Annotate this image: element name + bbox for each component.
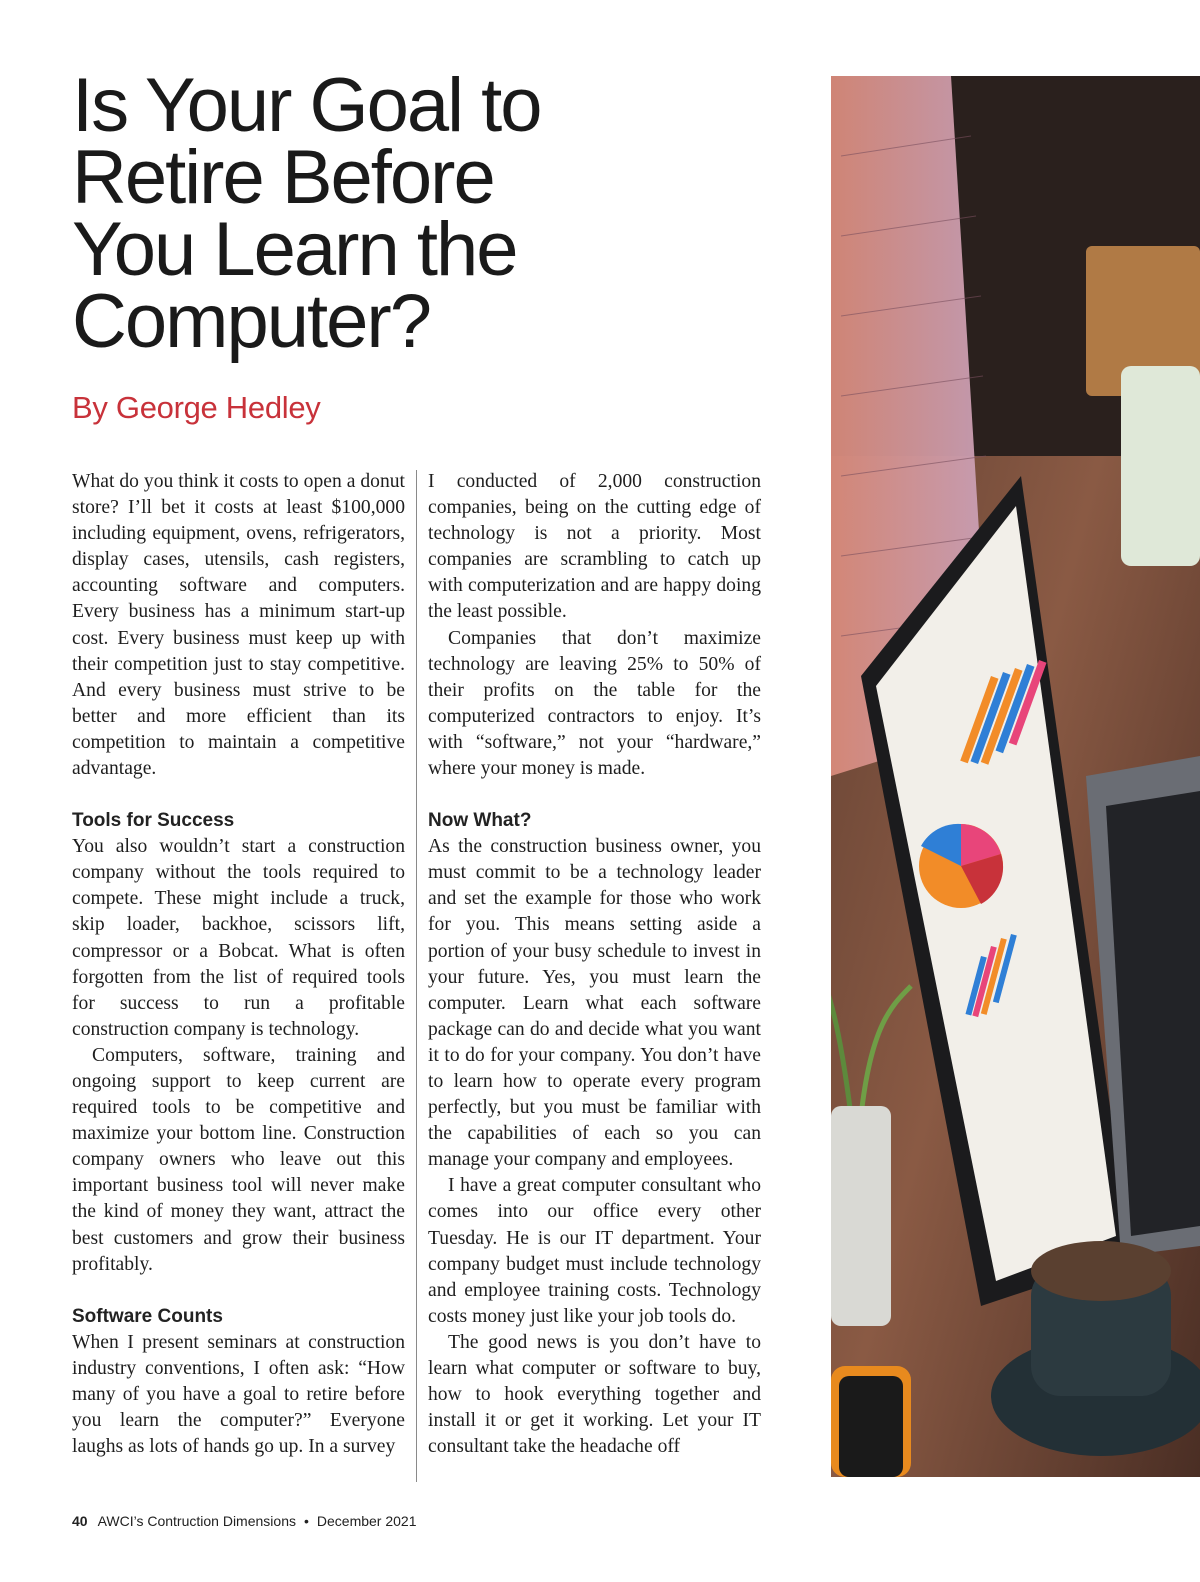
body-paragraph-continued: When I present seminars at construction industry conventions, I often ask: “How many of you have a goal to retire before you learn the computer?” Everyone laughs as lots of hands go up. In a survey xyxy=(72,1331,405,1458)
article-title xyxy=(72,63,792,364)
issue-date: December 2021 xyxy=(316,1513,417,1529)
byline: By George Hedley xyxy=(72,390,321,425)
body-paragraph: The good news is you don’t have to learn what computer or software to buy, how to hook everything together and install it or get it working. Let your IT consultant take the headache off xyxy=(428,1331,761,1458)
title-line: Is Your Goal to xyxy=(72,63,541,148)
page-number: 40 xyxy=(72,1513,88,1529)
section-heading-now-what: Now What? xyxy=(428,810,532,832)
column-left xyxy=(72,469,405,1460)
article-photo xyxy=(831,76,1200,1477)
laptop-desk-illustration xyxy=(831,76,1200,1477)
body-paragraph: You also wouldn’t start a construction company without the tools required to compete. These might include a truck, skip loader, backhoe, scissors lift, compressor or a Bobcat. What is often forgotten from the list of required tools for success to run a profitable construction company is technology. xyxy=(72,836,405,1040)
page-footer xyxy=(72,1513,417,1529)
body-paragraph: Computers, software, training and ongoing support to keep current are required tools to be competitive and maximize your bottom line. Construction company owners who leave out this important business tool will never make the kind of money they want, attract the best customers and grow their business profitably. xyxy=(72,1044,405,1275)
body-paragraph: As the construction business owner, you must commit to be a technology leader and set the example for those who work for you. This means setting aside a portion of your busy schedule to invest in your future. Yes, you must learn the computer. Learn what each software package can do and decide what you want it to do for your company. You don’t have to learn how to operate every program perfectly, but you must be familiar with the capabilities of each so you can manage your company and employees. xyxy=(428,836,761,1171)
column-right xyxy=(428,469,761,1460)
body-paragraph: I have a great computer consultant who comes into our office every other Tuesday. He is our IT department. Your company budget must include technology and employee training costs. Technology costs money just like your job tools do. xyxy=(428,1175,761,1327)
body-paragraph-continuation: I conducted of 2,000 construction companies, being on the cutting edge of technology is not a priority. Most companies are scrambling to catch up with computerization and are happy doing the least possible. xyxy=(428,471,761,623)
section-heading-software: Software Counts xyxy=(72,1305,223,1327)
publication-name: AWCI’s Contruction Dimensions xyxy=(97,1513,296,1529)
pie-chart-icon xyxy=(919,824,1003,908)
body-paragraph: Companies that don’t maximize technology are leaving 25% to 50% of their profits on the table for the computerized contractors to enjoy. It’s with “software,” not your “hardware,” where your money is made. xyxy=(428,627,761,780)
footer-separator: • xyxy=(303,1513,309,1529)
title-line: You Learn the xyxy=(72,207,517,292)
intro-paragraph: What do you think it costs to open a donut store? I’ll bet it costs at least $100,000 including equipment, ovens, refrigerators, display cases, utensils, cash registers, accounting software and computers. Every business has a minimum start-up cost. Every business must keep up with their competition just to stay competitive. And every business must strive to be better and more efficient than its competition to maintain a competitive advantage. xyxy=(72,471,405,780)
title-line: Retire Before xyxy=(72,135,494,220)
section-heading-tools: Tools for Success xyxy=(72,810,235,832)
column-divider xyxy=(416,470,417,1482)
title-line: Computer? xyxy=(72,279,430,364)
